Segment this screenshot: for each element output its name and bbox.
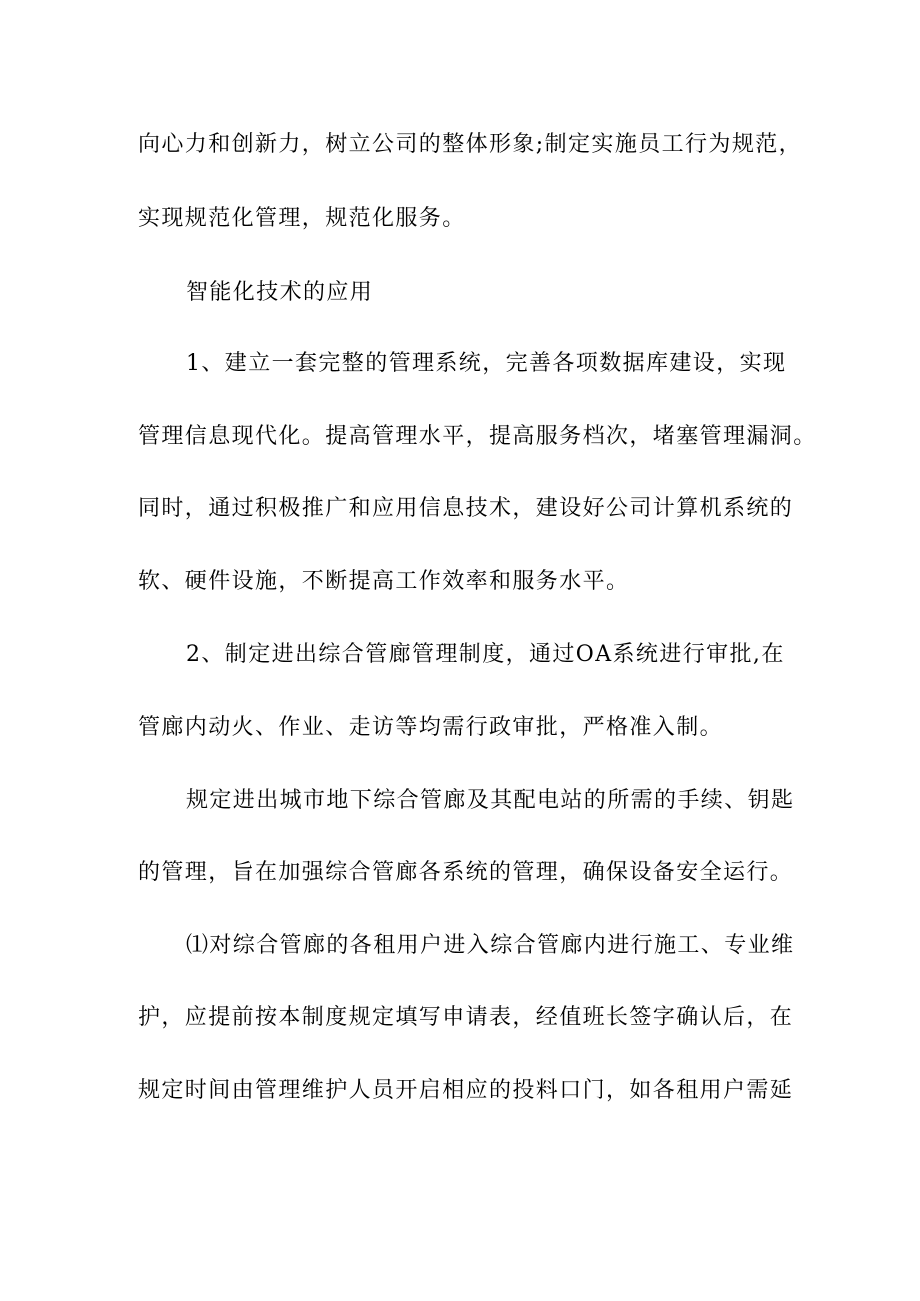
paragraph-line: 管廊内动火、作业、走访等均需行政审批，严格准入制。	[138, 715, 724, 740]
paragraph-line: 规定时间由管理维护人员开启相应的投料口门，如各租用户需延	[138, 1078, 794, 1103]
paragraph-line: 2、制定进出综合管廊管理制度，通过OA系统进行审批,在	[186, 642, 785, 667]
paragraph-line: 实现规范化管理，规范化服务。	[138, 206, 466, 231]
section-heading: 智能化技术的应用	[186, 280, 374, 305]
paragraph-line: 的管理，旨在加强综合管廊各系统的管理，确保设备安全运行。	[138, 860, 794, 885]
paragraph-line: ⑴对综合管廊的各租用户进入综合管廊内进行施工、专业维	[186, 933, 795, 958]
paragraph-line: 规定进出城市地下综合管廊及其配电站的所需的手续、钥匙	[186, 788, 795, 813]
paragraph-line: 向心力和创新力，树立公司的整体形象;制定实施员工行为规范，	[138, 132, 803, 157]
paragraph-line: 管理信息现代化。提高管理水平，提高服务档次，堵塞管理漏洞。	[138, 424, 817, 449]
paragraph-line: 1、建立一套完整的管理系统，完善各项数据库建设，实现	[186, 351, 787, 376]
paragraph-line: 软、硬件设施，不断提高工作效率和服务水平。	[138, 569, 630, 594]
paragraph-line: 同时，通过积极推广和应用信息技术，建设好公司计算机系统的	[138, 496, 794, 521]
paragraph-line: 护，应提前按本制度规定填写申请表，经值班长签字确认后，在	[138, 1005, 794, 1030]
